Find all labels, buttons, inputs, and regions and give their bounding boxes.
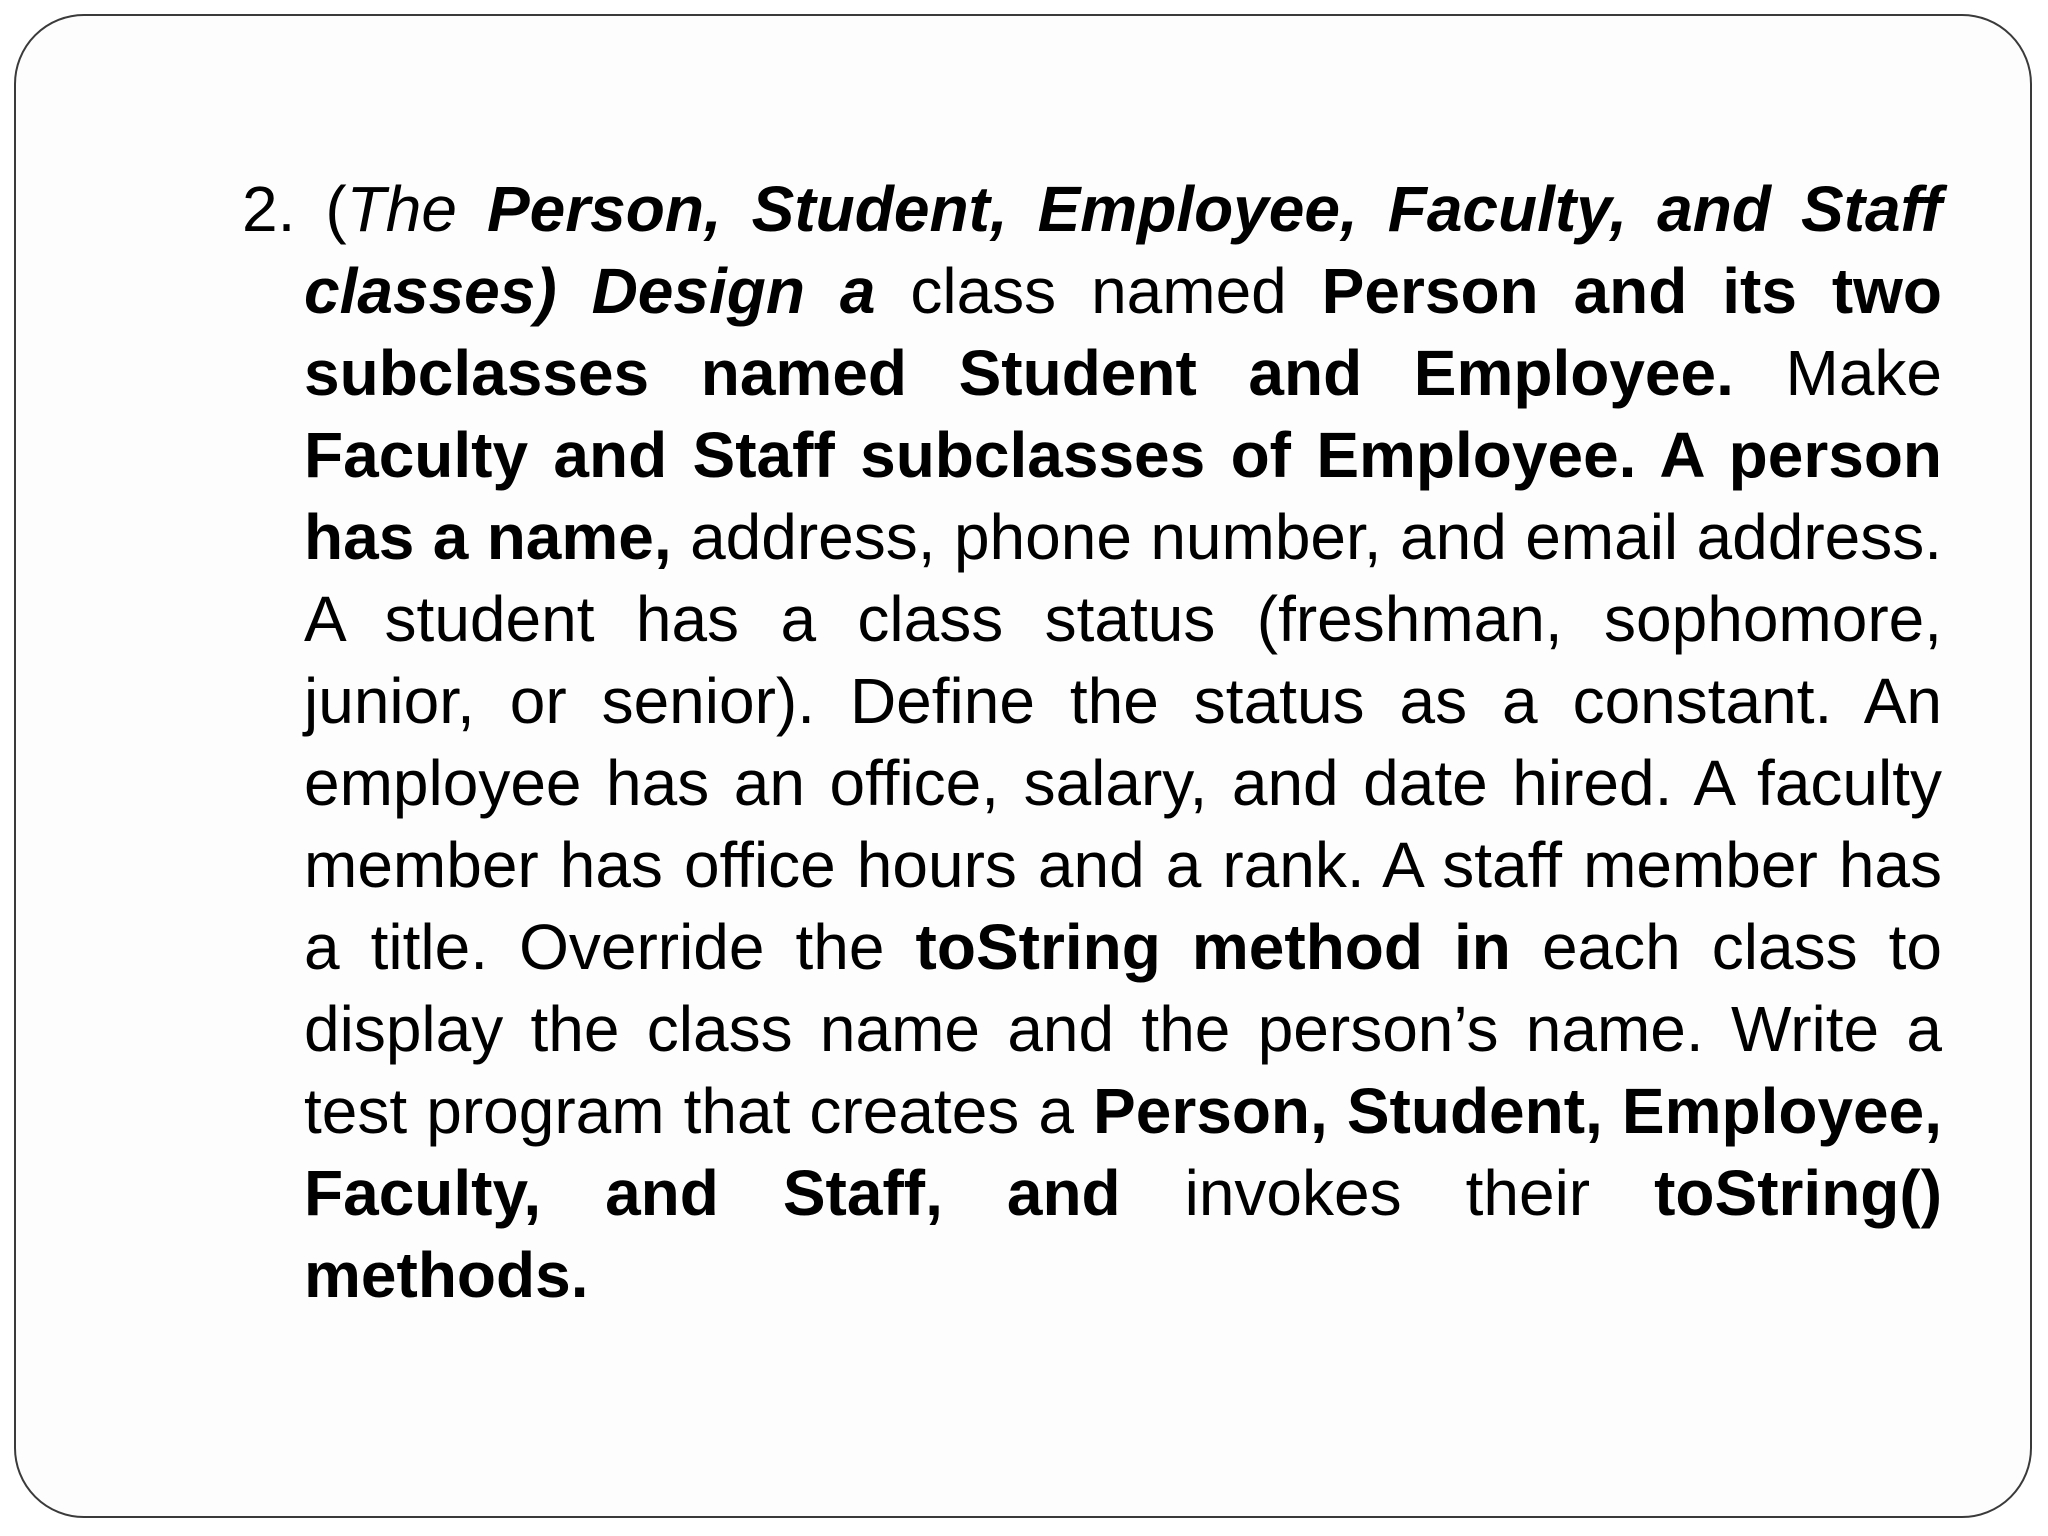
text-segment: each class to display the class name and the person’s name. Write a test program that creates a: [304, 911, 1943, 1147]
text-segment: 2. (: [242, 173, 347, 245]
text-segment: address, phone number, and email address. A student has a class status (freshman, sophomore, junior, or senior). Define the status as a constant. An employee has an office, salary, and date hired. A faculty member has office hours and a rank. A staff member has a title. Override the: [304, 501, 1943, 983]
exercise-2-text: [242, 168, 1943, 1316]
text-segment-italic: The: [346, 173, 487, 245]
text-segment: Make: [1733, 337, 1943, 409]
text-segment-bold: toString() methods.: [304, 1157, 1942, 1311]
text-segment-bold: Person and its two subclasses named Student and Employee.: [304, 255, 1942, 409]
text-segment-bold: Faculty and Staff subclasses of Employee. A person has a name,: [304, 419, 1942, 573]
text-segment-bold: Person, Student, Employee, Faculty, and Staff, and: [304, 1075, 1943, 1229]
text-segment-bold-italic: Person, Student, Employee, Faculty, and Staff classes) Design a: [304, 173, 1943, 327]
text-segment: invokes their: [1120, 1157, 1655, 1229]
text-segment: class named: [875, 255, 1322, 327]
text-segment-bold: toString method in: [915, 911, 1511, 983]
slide-frame: [14, 14, 2032, 1518]
